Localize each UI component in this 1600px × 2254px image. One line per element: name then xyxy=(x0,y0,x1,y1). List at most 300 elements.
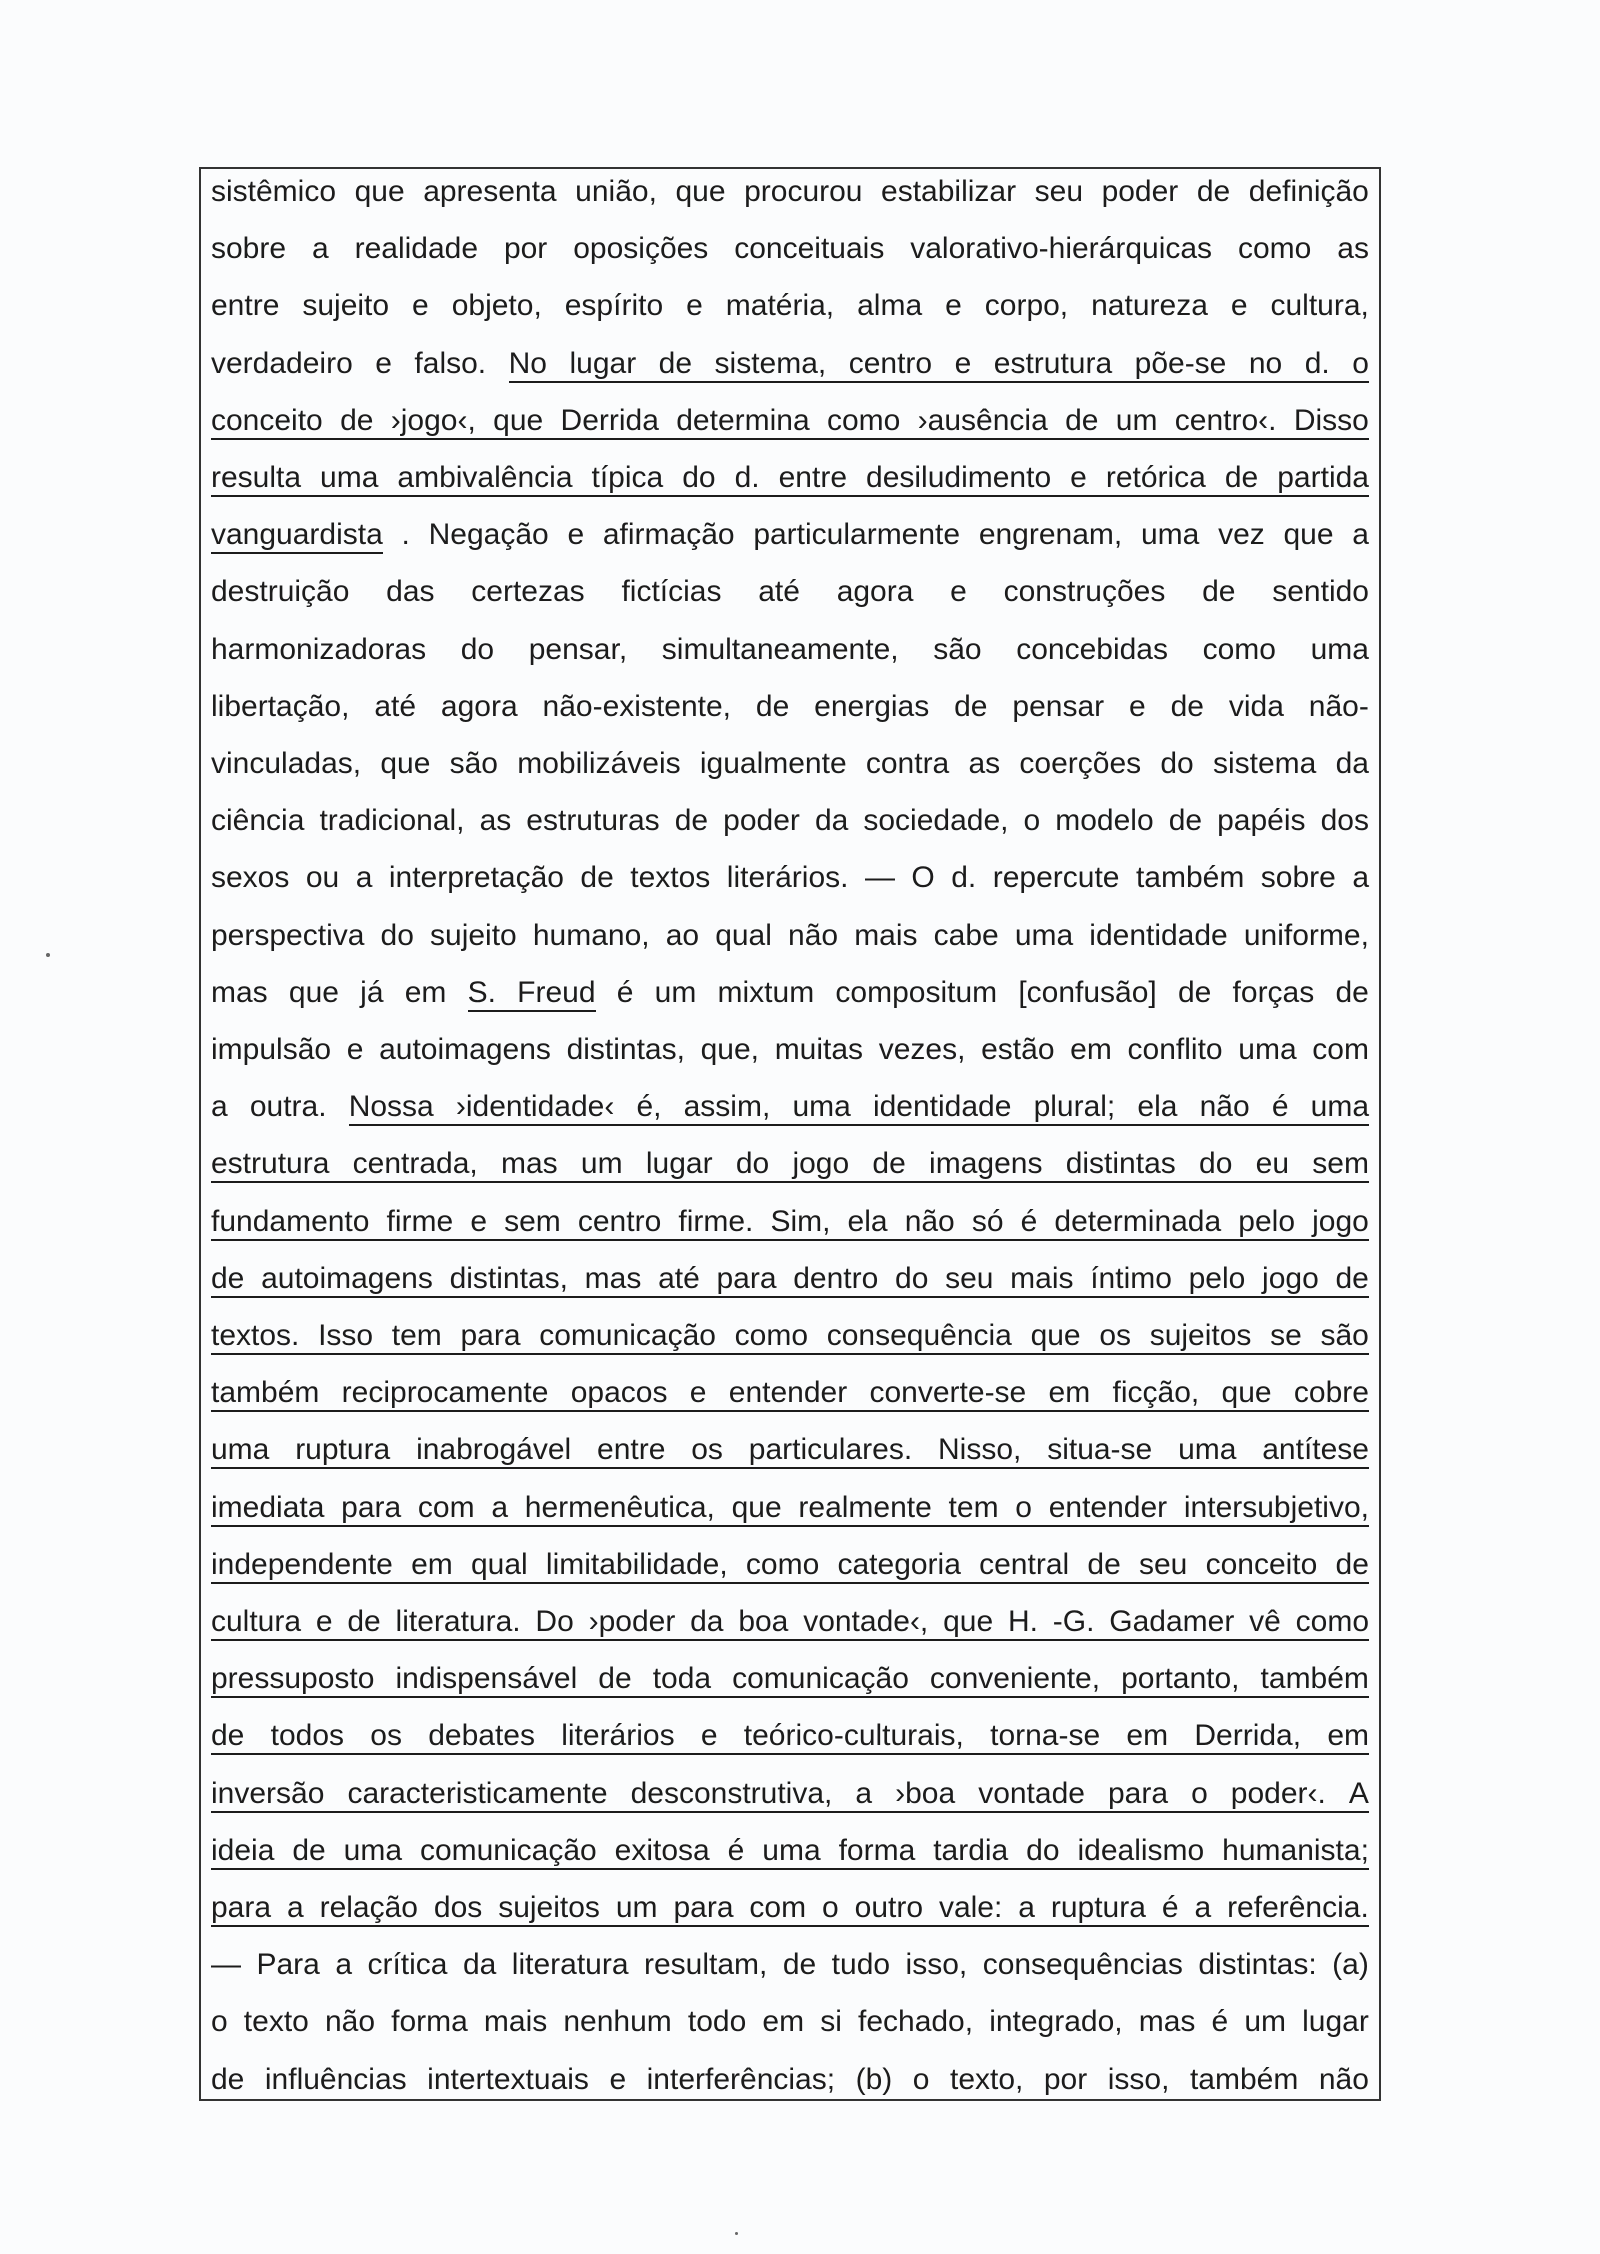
word: o xyxy=(1015,1490,1032,1524)
word: é, xyxy=(636,1090,662,1124)
word: em xyxy=(411,1547,453,1581)
word: também xyxy=(1135,861,1245,895)
word: em xyxy=(762,2005,805,2039)
word: consequências xyxy=(982,1948,1183,1982)
word: do xyxy=(682,461,716,494)
word: isso, xyxy=(905,1948,968,1982)
word: um xyxy=(1244,2005,1287,2039)
word: a xyxy=(1352,861,1369,895)
word: a xyxy=(1352,518,1369,552)
word: — xyxy=(211,1948,241,1982)
word: alma xyxy=(857,289,923,323)
word: ou xyxy=(305,861,340,895)
text-line xyxy=(211,174,1369,210)
word: uniforme, xyxy=(1243,918,1369,952)
word: comunicação xyxy=(732,1662,909,1696)
text-line xyxy=(211,1261,1369,1297)
word: é xyxy=(1271,1090,1289,1124)
word: literários xyxy=(561,1719,675,1753)
word: que, xyxy=(700,1033,760,1066)
word: uma xyxy=(1310,1090,1369,1124)
word: seu xyxy=(1138,1547,1188,1581)
word: são xyxy=(1320,1319,1369,1352)
word: eu xyxy=(1255,1147,1290,1181)
word: fundamento xyxy=(211,1204,370,1238)
word: conceituais xyxy=(734,232,885,266)
word: interferências; xyxy=(646,2062,836,2096)
word: estabilizar xyxy=(881,175,1017,208)
word: nenhum xyxy=(563,2005,672,2039)
word: caracteristicamente xyxy=(347,1776,608,1810)
word: o xyxy=(912,2062,930,2096)
word: opacos xyxy=(570,1376,668,1410)
word: do xyxy=(380,918,414,952)
word: os xyxy=(691,1433,723,1467)
word: jogo xyxy=(1262,1261,1319,1295)
text-line xyxy=(211,1204,1369,1240)
word: os xyxy=(370,1719,402,1753)
word: as xyxy=(479,804,512,838)
word: todos xyxy=(270,1719,345,1753)
word: Negação xyxy=(428,518,549,552)
word: como xyxy=(1295,1605,1369,1638)
word: que xyxy=(380,747,431,780)
word: dos xyxy=(433,1891,483,1924)
word: compositum xyxy=(835,975,998,1009)
word: Derrida xyxy=(560,403,659,437)
word: assim, xyxy=(683,1090,771,1124)
word: em xyxy=(404,975,447,1009)
text-line xyxy=(211,1776,1369,1812)
word: outro xyxy=(854,1891,924,1924)
word: realidade xyxy=(354,232,479,266)
word: põe-se xyxy=(1134,346,1227,380)
text-line xyxy=(211,403,1369,439)
word: e xyxy=(1129,689,1146,723)
word: tradicional, xyxy=(319,804,465,838)
underline xyxy=(349,1124,1369,1126)
word: fechado, xyxy=(857,2005,974,2039)
word: conceito xyxy=(1205,1547,1318,1581)
word: d. xyxy=(1304,346,1330,380)
text-line xyxy=(211,1661,1369,1697)
word: uma xyxy=(1178,1433,1237,1467)
word: outra. xyxy=(249,1090,327,1124)
word: lugar xyxy=(645,1147,713,1181)
word: estão xyxy=(981,1033,1055,1066)
word: centro xyxy=(577,1204,662,1238)
word: não xyxy=(1318,2062,1369,2096)
word: antítese xyxy=(1262,1433,1369,1467)
word: de xyxy=(1196,175,1231,208)
word: como xyxy=(826,403,901,437)
word: já xyxy=(360,975,384,1009)
word: e xyxy=(567,518,585,552)
word: de xyxy=(1335,1547,1369,1581)
word: a xyxy=(855,1776,873,1810)
word: realmente xyxy=(798,1490,932,1524)
text-line xyxy=(211,1318,1369,1354)
word: autoimagens xyxy=(379,1033,551,1066)
word: de xyxy=(872,1147,906,1181)
word: cultura, xyxy=(1270,289,1369,323)
word: de xyxy=(1087,1547,1121,1581)
text-line xyxy=(211,1547,1369,1583)
word: poder xyxy=(723,804,800,838)
word: sistema xyxy=(1212,747,1317,780)
word: cobre xyxy=(1293,1376,1369,1410)
word: imagens xyxy=(929,1147,1043,1181)
word: entender xyxy=(728,1376,848,1410)
word: -G. xyxy=(1052,1605,1095,1638)
word: H. xyxy=(1007,1605,1038,1638)
word: vontade xyxy=(978,1776,1085,1810)
word: particularmente xyxy=(753,518,961,552)
word: identidade xyxy=(1089,918,1228,952)
word: ambivalência xyxy=(397,461,573,494)
text-line xyxy=(211,1947,1369,1983)
word: Gadamer xyxy=(1109,1605,1235,1638)
word: literatura. xyxy=(395,1605,521,1638)
word: desconstrutiva, xyxy=(630,1776,833,1810)
word: estrutura xyxy=(211,1147,330,1181)
text-line xyxy=(211,231,1369,267)
word: em xyxy=(1327,1719,1369,1753)
text-line xyxy=(211,2004,1369,2040)
word: o xyxy=(1023,804,1041,838)
word: só xyxy=(971,1204,1004,1238)
word: de xyxy=(1224,461,1259,494)
word: jogo xyxy=(792,1147,850,1181)
word: O xyxy=(911,861,935,895)
text-line xyxy=(211,288,1369,324)
word: de xyxy=(954,689,988,723)
underline xyxy=(211,1753,1369,1755)
word: seu xyxy=(945,1261,994,1295)
word: resulta xyxy=(211,461,302,494)
word: de xyxy=(1335,975,1369,1009)
word: jogo xyxy=(1312,1204,1369,1238)
text-line xyxy=(211,1604,1369,1640)
word: típica xyxy=(591,461,664,494)
word: pensar, xyxy=(528,632,628,666)
word: Para xyxy=(256,1948,320,1982)
word: de xyxy=(658,346,693,380)
word: intertextuais xyxy=(427,2062,589,2096)
word: sujeito xyxy=(302,289,390,323)
word: a xyxy=(311,232,329,266)
word: de xyxy=(1170,689,1204,723)
word: falso. xyxy=(414,346,487,380)
word: construções xyxy=(1003,575,1166,609)
word: consequência xyxy=(826,1319,1012,1352)
word: distintas, xyxy=(449,1261,568,1295)
word: para xyxy=(341,1490,402,1524)
word: do xyxy=(1026,1833,1060,1867)
text-line xyxy=(211,1890,1369,1926)
word: do xyxy=(895,1261,929,1295)
word: A xyxy=(1348,1776,1369,1810)
word: é xyxy=(1161,1891,1179,1924)
word: do xyxy=(1160,747,1194,780)
word: ciência xyxy=(211,804,305,838)
word: [confusão] xyxy=(1018,975,1157,1009)
word: o xyxy=(1191,1776,1208,1810)
word: literatura xyxy=(511,1948,629,1982)
word: de xyxy=(580,861,614,895)
word: certezas xyxy=(471,575,585,609)
word: textos. xyxy=(211,1319,300,1352)
word: conceito xyxy=(211,403,323,437)
word: determina xyxy=(676,403,810,437)
word: humano, xyxy=(532,918,650,952)
underline xyxy=(211,1639,1369,1641)
word: forma xyxy=(838,1833,916,1867)
word: da xyxy=(814,804,849,838)
word: ruptura xyxy=(1050,1891,1146,1924)
scan-speck xyxy=(735,2232,738,2235)
word: de xyxy=(782,1948,817,1982)
word: — xyxy=(864,861,895,895)
word: centrada, xyxy=(352,1147,478,1181)
word: sobre xyxy=(1260,861,1336,895)
word: influências xyxy=(264,2062,407,2096)
word: forma xyxy=(391,2005,468,2039)
word: d. xyxy=(734,461,760,494)
word: não xyxy=(1199,1090,1250,1124)
word: oposições xyxy=(573,232,709,266)
word: energias xyxy=(814,689,930,723)
word: como xyxy=(1237,232,1312,266)
text-line xyxy=(211,1375,1369,1411)
word: No xyxy=(508,346,547,380)
word: a xyxy=(335,1948,352,1982)
word: é xyxy=(1211,2005,1229,2039)
word: sobre xyxy=(211,232,287,266)
word: a xyxy=(211,1090,228,1124)
word: para xyxy=(1107,1776,1169,1810)
word: uma xyxy=(211,1433,270,1467)
word: de xyxy=(1065,403,1099,437)
word: Nisso, xyxy=(938,1433,1022,1467)
word: ›boa xyxy=(895,1776,956,1810)
word: harmonizadoras xyxy=(211,632,427,666)
word: mais xyxy=(483,2005,548,2039)
underline xyxy=(211,1525,1369,1527)
word: uma xyxy=(792,1090,851,1124)
word: impulsão xyxy=(211,1033,332,1066)
text-line xyxy=(211,975,1369,1011)
word: qual xyxy=(715,918,772,952)
word: firme xyxy=(386,1204,454,1238)
word: também xyxy=(211,1376,320,1410)
text-line xyxy=(211,746,1369,782)
word: de xyxy=(340,403,374,437)
word: que xyxy=(1221,1376,1272,1410)
word: boa xyxy=(738,1605,789,1638)
text-line xyxy=(211,1833,1369,1869)
word: portanto, xyxy=(1121,1662,1240,1696)
word: limitabilidade, xyxy=(545,1547,728,1581)
underline xyxy=(211,1467,1369,1469)
word: Disso xyxy=(1293,403,1369,437)
word: mas xyxy=(211,975,268,1009)
word: converte-se xyxy=(869,1376,1027,1410)
word: plural; xyxy=(1033,1090,1116,1124)
word: de xyxy=(211,1261,245,1295)
word: texto, xyxy=(949,2062,1024,2096)
word: que xyxy=(493,403,544,437)
word: ela xyxy=(1137,1090,1178,1124)
word: independente xyxy=(211,1547,393,1581)
word: até xyxy=(658,1261,700,1295)
word: uma xyxy=(1310,632,1369,666)
word: até xyxy=(758,575,800,609)
word: os xyxy=(1099,1319,1131,1352)
word: pensar xyxy=(1012,689,1105,723)
word: vez xyxy=(1218,518,1265,552)
word: estruturas xyxy=(526,804,660,838)
word: central xyxy=(979,1547,1070,1581)
word: uma xyxy=(320,461,379,494)
underline xyxy=(211,1296,1369,1298)
word: poder xyxy=(1101,175,1179,208)
word: o xyxy=(211,2005,228,2039)
word: de xyxy=(211,1719,245,1753)
word: ›ausência xyxy=(917,403,1048,437)
text-line xyxy=(211,1089,1369,1125)
word: coerções xyxy=(1019,747,1142,780)
text-line xyxy=(211,860,1369,896)
word: tudo xyxy=(831,1948,891,1982)
word: entre xyxy=(597,1433,666,1467)
word: vale: xyxy=(938,1891,1003,1924)
word: matéria, xyxy=(725,289,835,323)
word: seu xyxy=(1034,175,1084,208)
word: agora xyxy=(440,689,518,723)
word: vezes, xyxy=(878,1033,966,1066)
word: agora xyxy=(836,575,914,609)
word: procurou xyxy=(744,175,863,208)
word: Sim, xyxy=(770,1204,831,1238)
word: retórica xyxy=(1105,461,1206,494)
word: indispensável xyxy=(395,1662,578,1696)
word: as xyxy=(968,747,1001,780)
word: modelo xyxy=(1055,804,1154,838)
word: e xyxy=(315,1605,333,1638)
text-line xyxy=(211,1032,1369,1068)
word: poder‹. xyxy=(1230,1776,1326,1810)
word: da xyxy=(1335,747,1369,780)
word: dentro xyxy=(793,1261,879,1295)
word: não- xyxy=(1308,689,1369,723)
word: são xyxy=(449,747,498,780)
text-line xyxy=(211,632,1369,668)
text-line xyxy=(211,689,1369,725)
word: do xyxy=(460,632,495,666)
word: ›poder xyxy=(588,1605,676,1638)
word: ficção, xyxy=(1112,1376,1200,1410)
word: de xyxy=(347,1605,381,1638)
word: Nossa xyxy=(348,1090,434,1124)
word: de xyxy=(598,1662,632,1696)
word: contra xyxy=(865,747,950,780)
word: para xyxy=(460,1319,521,1352)
word: a xyxy=(355,861,373,895)
word: que xyxy=(943,1605,994,1638)
word: e xyxy=(1070,461,1087,494)
word: (b) xyxy=(855,2062,893,2096)
word: sujeitos xyxy=(498,1891,600,1924)
word: também xyxy=(1260,1662,1369,1696)
word: referência. xyxy=(1227,1891,1369,1924)
word: situa-se xyxy=(1047,1433,1153,1467)
word: sentido xyxy=(1272,575,1369,609)
word: apresenta xyxy=(423,175,557,208)
underline xyxy=(211,1239,1369,1241)
word: vida xyxy=(1228,689,1284,723)
word: objeto, xyxy=(451,289,542,323)
word: e xyxy=(375,346,392,380)
word: e xyxy=(945,289,962,323)
word: S. xyxy=(467,975,496,1009)
text-frame xyxy=(199,167,1381,2101)
word: distintas xyxy=(1065,1147,1176,1181)
text-line xyxy=(211,1718,1369,1754)
word: conflito xyxy=(1127,1033,1223,1066)
word: com xyxy=(417,1490,475,1524)
word: de xyxy=(1335,1261,1369,1295)
underline xyxy=(211,1582,1369,1584)
word: não xyxy=(788,918,839,952)
word: desiludimento xyxy=(866,461,1052,494)
word: literários. xyxy=(726,861,849,895)
word: Derrida, xyxy=(1194,1719,1302,1753)
word: pressuposto xyxy=(211,1662,375,1696)
word: hermenêutica, xyxy=(524,1490,715,1524)
word: não xyxy=(904,1204,955,1238)
word: se xyxy=(1270,1319,1302,1352)
word: (a) xyxy=(1332,1948,1369,1982)
word: centro‹. xyxy=(1174,403,1277,437)
word: relação xyxy=(319,1891,418,1924)
word: de xyxy=(1202,575,1236,609)
word: papéis xyxy=(1217,804,1306,838)
word: ideia xyxy=(211,1833,275,1867)
text-line xyxy=(211,574,1369,610)
word: por xyxy=(503,232,548,266)
word: toda xyxy=(652,1662,712,1696)
word: e xyxy=(686,289,703,323)
word: mais xyxy=(1010,1261,1074,1295)
word: em xyxy=(1048,1376,1091,1410)
word: e xyxy=(1230,289,1248,323)
word: natureza xyxy=(1091,289,1208,323)
word: concebidas xyxy=(1016,632,1168,666)
word: sem xyxy=(1312,1147,1369,1181)
word: humanista; xyxy=(1222,1833,1369,1867)
word: lugar xyxy=(569,346,637,380)
word: é xyxy=(1020,1204,1038,1238)
underline xyxy=(211,1353,1369,1355)
word: com xyxy=(749,1891,807,1924)
text-line xyxy=(211,346,1369,382)
word: o xyxy=(1352,346,1369,380)
word: distintas, xyxy=(566,1033,685,1066)
word: qual xyxy=(470,1547,528,1581)
word: íntimo xyxy=(1090,1261,1172,1295)
word: o xyxy=(822,1891,839,1924)
